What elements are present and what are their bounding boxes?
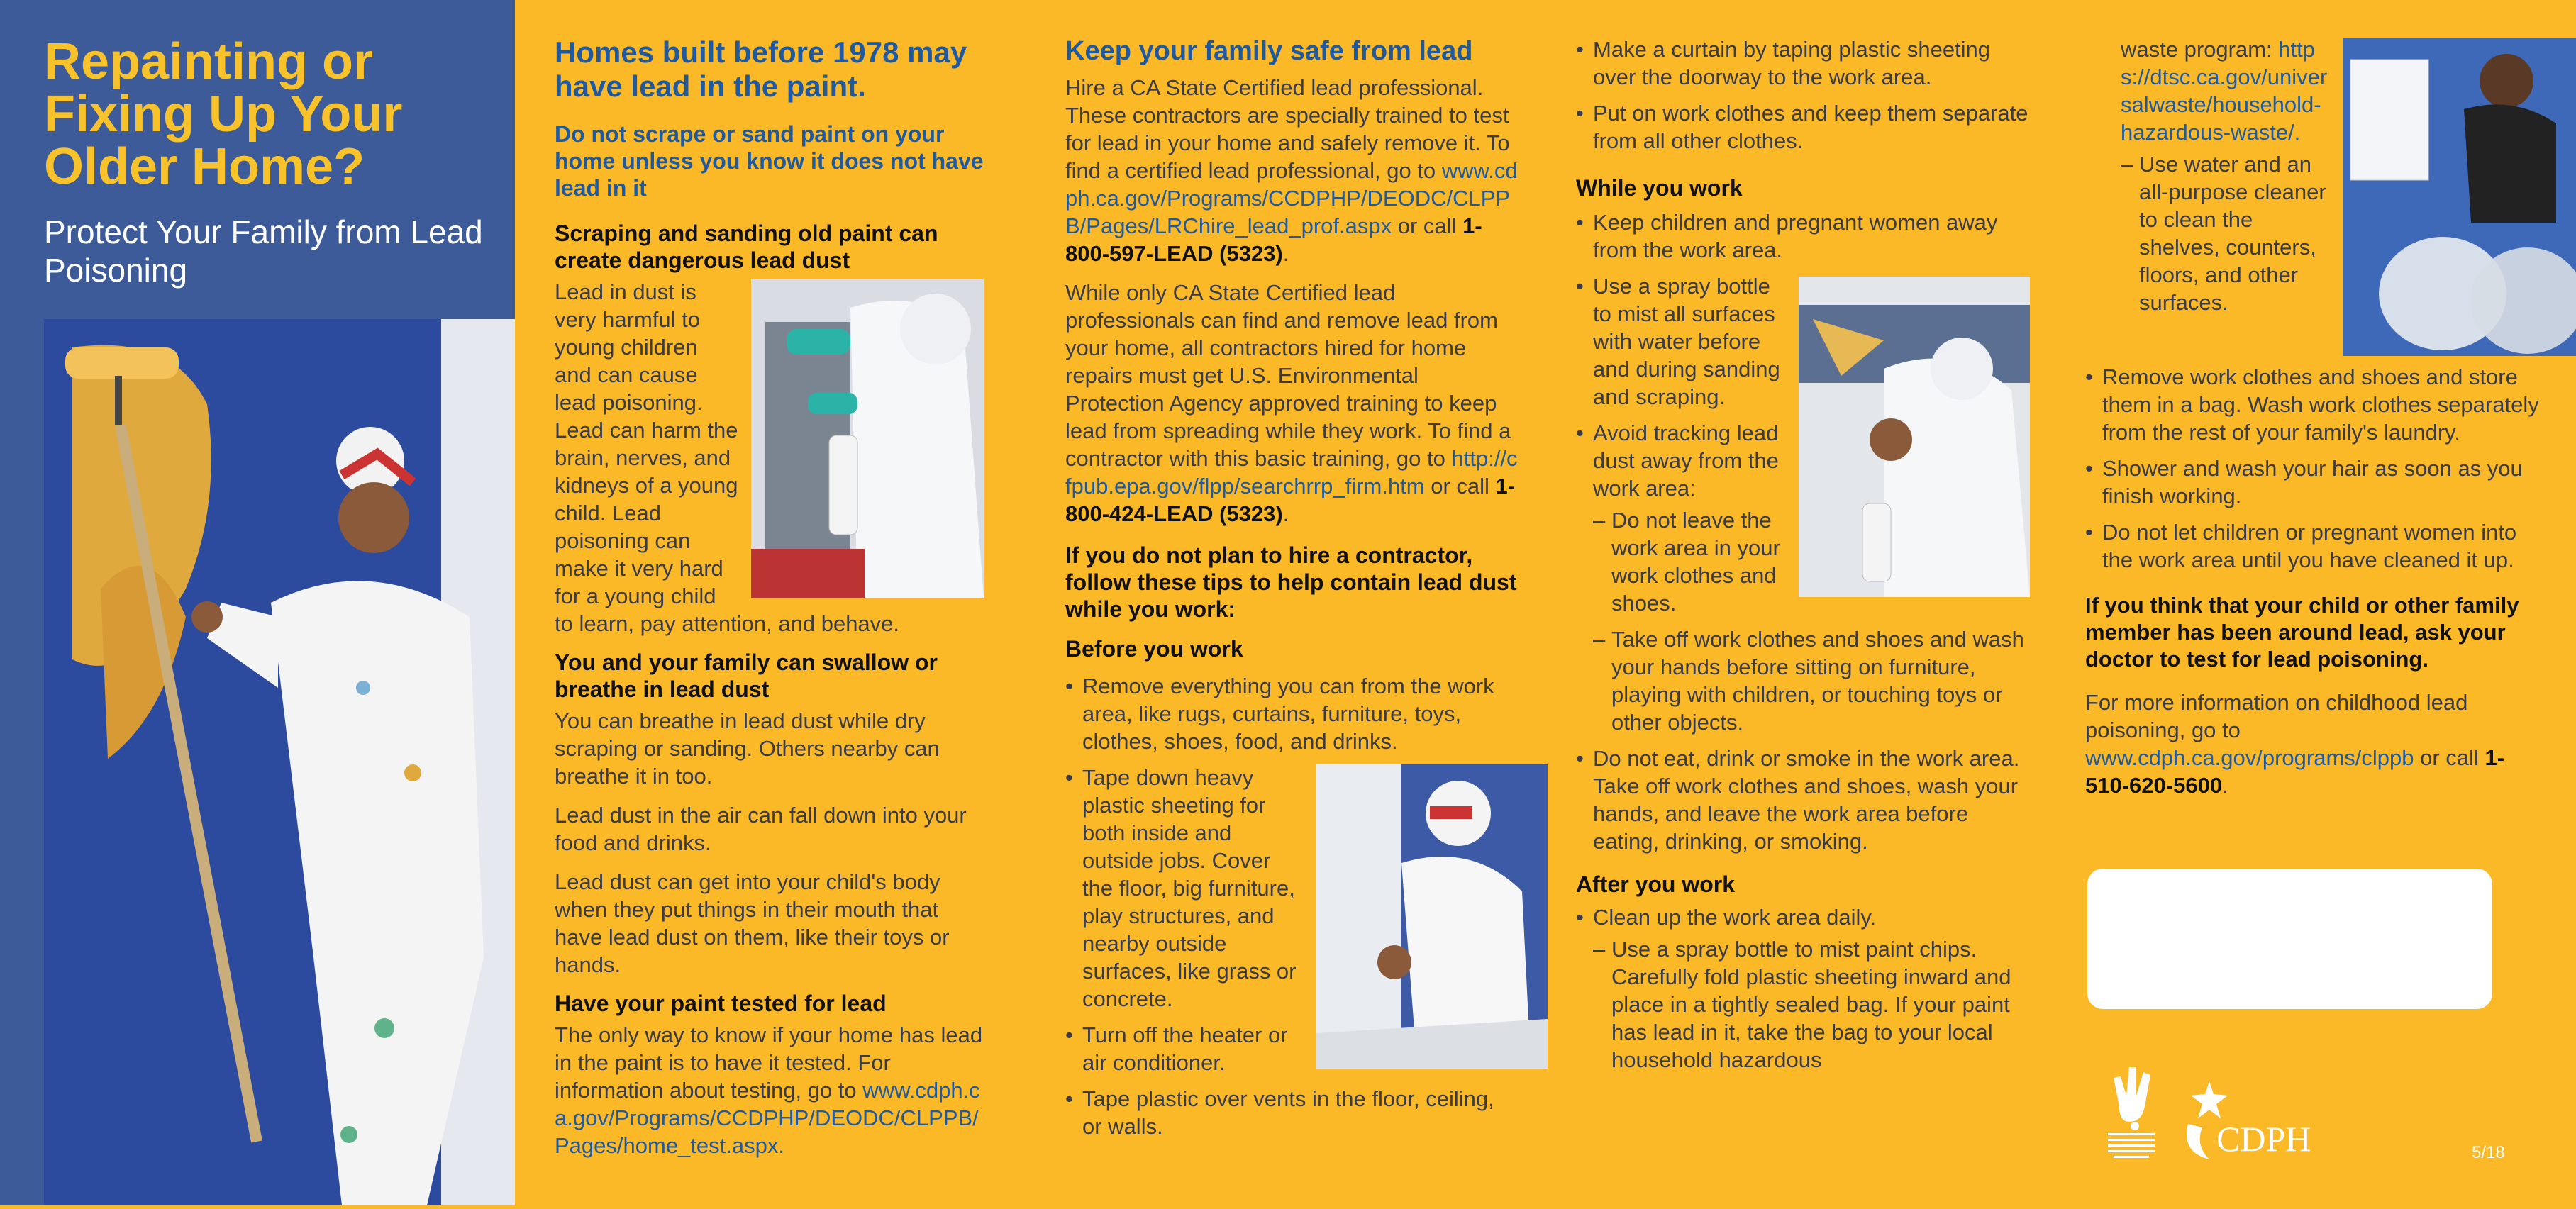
before-work-heading: Before you work xyxy=(1065,636,1243,662)
certified-pro-or: or call xyxy=(1397,213,1457,238)
section-heading-dust: Scraping and sanding old paint can create dangerous lead dust xyxy=(555,221,938,273)
mailing-address-box xyxy=(2087,869,2492,1009)
list-item: • Turn off the heater or air conditioner. xyxy=(1065,1021,1519,1076)
more-info-link[interactable]: www.cdph.ca.gov/programs/clppb xyxy=(2085,745,2414,770)
doctor-advice: If you think that your child or other family member has been around lead, ask your doctor to test for lead poisoning. xyxy=(2085,593,2519,672)
list-item: • Remove work clothes and shoes and store them in a bag. Wash work clothes separately from the rest of your family's laundry. xyxy=(2085,363,2539,446)
cleanup-sublist xyxy=(1593,935,2030,1074)
after-work-list xyxy=(1576,903,2030,1074)
col1-heading: Homes built before 1978 may have lead in the paint. xyxy=(555,35,967,103)
spray-bottle-text: Use a spray bottle to mist all surfaces with water before and during sanding and scraping. xyxy=(1593,274,1780,409)
epa-link[interactable]: http://cfpub.epa.gov/flpp/searchrrp_firm.htm xyxy=(1065,446,1518,498)
cleanup-sublist-cont xyxy=(2121,150,2539,316)
testing-link[interactable]: www.cdph.ca.gov/Programs/CCDPHP/DEODC/CLPPB/Pages/home_test.aspx. xyxy=(555,1078,980,1158)
list-item: – Do not leave the work area in your work clothes and shoes. xyxy=(1593,506,2030,617)
section-heading-swallow: You and your family can swallow or breathe in lead dust xyxy=(555,650,938,702)
list-item: – Use water and an all-purpose cleaner to clean the shelves, counters, floors, and other surfaces. xyxy=(2121,150,2539,316)
mouth-text: Lead dust can get into your child's body when they put things in their mouth that have lead dust on them, like their toys or hands. xyxy=(555,869,950,977)
cdph-logo xyxy=(2174,1074,2311,1166)
while-work-list xyxy=(1576,208,2030,855)
epa-body: While only CA State Certified lead professionals can find and remove lead from your home, all contractors hired for home repairs must get U.S. Environmental Protection Agency approved training to keep lead from spreading while they work. To find a contractor with this basic training, go to xyxy=(1065,280,1511,471)
tips-intro: If you do not plan to hire a contractor, follow these tips to help contain lead dust while you work: xyxy=(1065,542,1517,622)
column-1 xyxy=(555,35,984,1171)
while-work-heading: While you work xyxy=(1576,175,1743,201)
column-3 xyxy=(1576,35,2030,1082)
list-item: • Do not eat, drink or smoke in the work area. Take off work clothes and shoes, wash your hands, and leave the work area before eating, drinking, or smoking. xyxy=(1576,745,2030,855)
list-item xyxy=(1576,419,2030,736)
list-item xyxy=(1576,903,2030,1074)
more-info-text: For more information on childhood lead poisoning, go to www.cdph.ca.gov/programs/clppb or call 1-510-620-5600. xyxy=(2085,690,2505,798)
tracking-text: Avoid tracking lead dust away from the work area: xyxy=(1593,420,1779,501)
final-steps-list xyxy=(2085,363,2539,574)
cover-panel xyxy=(0,0,515,1205)
certified-pro-phone: 1-800-597-LEAD (5323) xyxy=(1065,213,1482,266)
column-4 xyxy=(2085,35,2539,810)
list-item: • Keep children and pregnant women away from the work area. xyxy=(1576,208,2030,264)
plastic-sheeting-text: Tape down heavy plastic sheeting for both inside and outside jobs. Cover the floor, big furniture, play structures, and nearby outside surfaces, like grass or concrete. xyxy=(1082,765,1297,1011)
before-work-list xyxy=(1065,672,1519,1140)
list-item: • Put on work clothes and keep them separate from all other clothes. xyxy=(1576,99,2030,155)
epa-phone: 1-800-424-LEAD (5323) xyxy=(1065,474,1516,526)
list-item: • Shower and wash your hair as soon as you finish working. xyxy=(2085,455,2539,510)
testing-text xyxy=(555,1021,984,1159)
more-info-phone: 1-510-620-5600 xyxy=(2085,745,2505,798)
testing-text-body: The only way to know if your home has lead in the paint is to have it tested. For information about testing, go to xyxy=(555,1023,983,1103)
edition-date: 5/18 xyxy=(2472,1143,2505,1162)
col2-heading: Keep your family safe from lead xyxy=(1065,36,1473,66)
list-item: – Take off work clothes and shoes and wash your hands before sitting on furniture, playing with children, or touching toys or other objects. xyxy=(1593,625,2030,736)
cpplb-logo xyxy=(2106,1057,2156,1163)
waste-continuation xyxy=(2085,35,2539,316)
list-item xyxy=(1576,272,2030,411)
painter-photo xyxy=(44,319,515,1205)
waste-program-link[interactable]: https://dtsc.ca.gov/universalwaste/household-hazardous-waste/. xyxy=(2121,37,2328,145)
certified-pro-link[interactable]: www.cdph.ca.gov/Programs/CCDPHP/DEODC/CLPPB/Pages/LRChire_lead_prof.aspx xyxy=(1065,158,1518,238)
list-item: • Make a curtain by taping plastic sheeting over the doorway to the work area. xyxy=(1576,35,2030,91)
epa-text: While only CA State Certified lead professionals can find and remove lead from your home, all contractors hired for home repairs must get U.S. Environmental Protection Agency approved training to keep lead from spreading while they work. To find a contractor with this basic training, go to http://cfpub.epa.gov/flpp/searchrrp_firm.htm or call 1-800-424-LEAD (5323). xyxy=(1065,280,1518,526)
list-item: • Remove everything you can from the work area, like rugs, curtains, furniture, toys, clothes, shoes, food, and drinks. xyxy=(1065,672,1519,755)
list-item xyxy=(1065,764,1519,1013)
before-work-list-cont xyxy=(1576,35,2030,155)
epa-or: or call xyxy=(1431,474,1489,498)
more-info-body: For more information on childhood lead poisoning, go to xyxy=(2085,690,2468,742)
after-work-heading: After you work xyxy=(1576,871,1736,897)
cleanup-text: Clean up the work area daily. xyxy=(1593,905,1877,930)
svg-text:CDPH: CDPH xyxy=(2216,1119,2311,1159)
list-item: – Use a spray bottle to mist paint chips. Carefully fold plastic sheeting inward and place in a tightly sealed bag. If your paint has lead in it, take the bag to your local household hazardous xyxy=(1593,935,2030,1074)
dust-harm-text: Lead in dust is very harmful to young children and can cause lead poisoning. Lead can harm the brain, nerves, and kidneys of a young child. Lead poisoning can make it very hard for a young child to learn, pay attention, and behave. xyxy=(555,279,900,636)
warning-heading: Do not scrape or sand paint on your home unless you know it does not have lead in it xyxy=(555,121,984,201)
worker-protective-suit-photo xyxy=(751,279,984,598)
column-2 xyxy=(1065,35,1519,1149)
list-item: • Tape plastic over vents in the floor, ceiling, or walls. xyxy=(1065,1085,1519,1140)
list-item: • Do not let children or pregnant women into the work area until you have cleaned it up. xyxy=(2085,518,2539,574)
breathe-text: You can breathe in lead dust while dry scraping or sanding. Others nearby can breathe it in too. xyxy=(555,708,940,789)
cover-title: Repainting or Fixing Up Your Older Home? xyxy=(44,33,403,195)
section-heading-testing: Have your paint tested for lead xyxy=(555,991,887,1016)
tracking-sublist xyxy=(1593,506,2030,736)
food-text: Lead dust in the air can fall down into your food and drinks. xyxy=(555,803,967,855)
certified-pro-text: Hire a CA State Certified lead professional. These contractors are specially trained to test for lead in your home and safely remove it. To find a certified lead professional, go to www.cdph.ca.gov/Programs/CCDPHP/DEODC/CLPPB/Pages/LRChire_lead_prof.aspx or call 1-800-597-LEAD (5323). xyxy=(1065,75,1518,266)
waste-program-text: waste program: xyxy=(2121,37,2272,62)
certified-pro-body: Hire a CA State Certified lead professional. These contractors are specially trained to test for lead in your home and safely remove it. To find a certified lead professional, go to xyxy=(1065,75,1510,183)
cover-subtitle: Protect Your Family from Lead Poisoning xyxy=(44,213,483,289)
more-info-or: or call xyxy=(2420,745,2479,770)
